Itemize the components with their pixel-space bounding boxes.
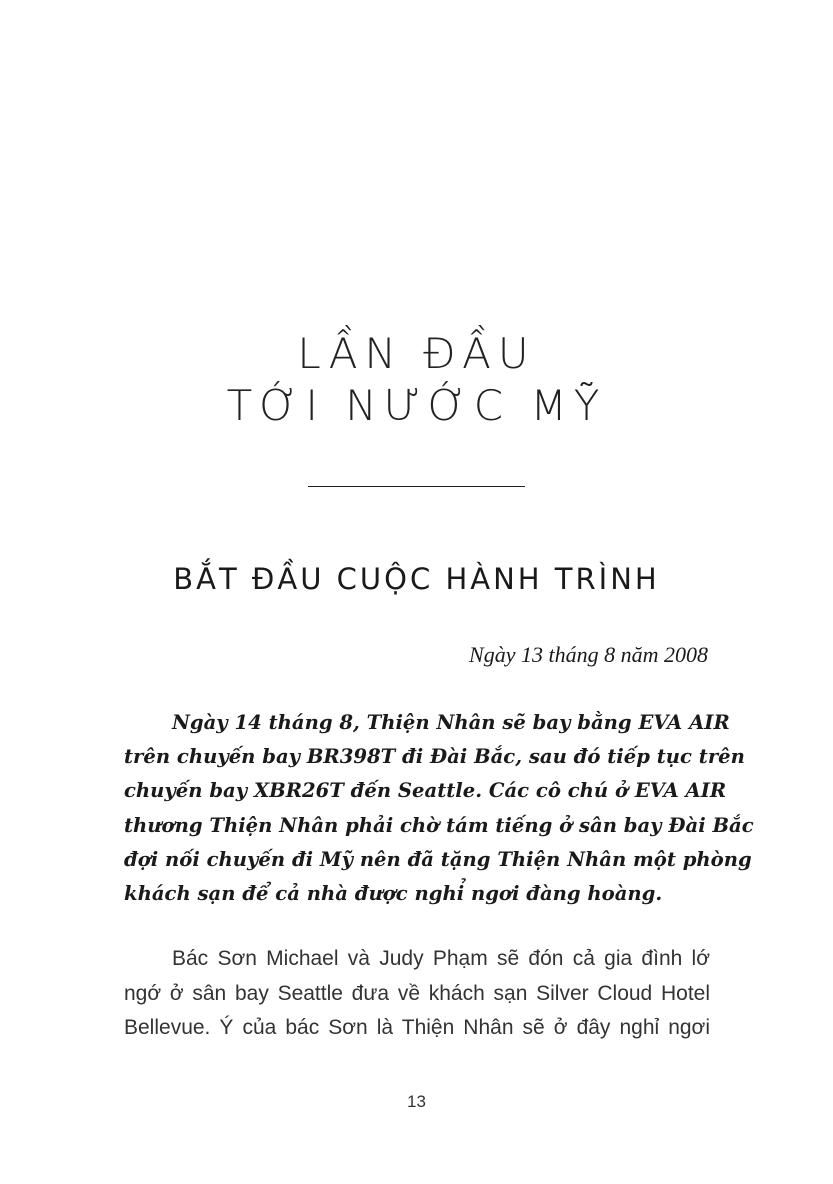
intro-line: chuyến bay XBR26T đến Seattle. Các cô chú ở EVA AIR bbox=[124, 779, 727, 803]
intro-paragraph bbox=[124, 706, 754, 911]
body-line: Bellevue. Ý của bác Sơn là Thiện Nhân sẽ ở đây nghỉ ngơi bbox=[124, 1016, 710, 1039]
intro-line: thương Thiện Nhân phải chờ tám tiếng ở sân bay Đài Bắc bbox=[124, 813, 754, 837]
body-line: ngớ ở sân bay Seattle đưa về khách sạn Silver Cloud Hotel bbox=[124, 981, 710, 1005]
intro-line: trên chuyến bay BR398T đi Đài Bắc, sau đó tiếp tục trên bbox=[124, 745, 745, 769]
page-number: 13 bbox=[407, 1092, 426, 1111]
chapter-title-line-1: LẦN ĐẦU bbox=[297, 329, 536, 378]
section-heading: BẮT ĐẦU CUỘC HÀNH TRÌNH bbox=[173, 562, 660, 596]
chapter-title-line-2: TỚI NƯỚC MỸ bbox=[226, 381, 607, 430]
chapter-title bbox=[0, 328, 833, 432]
body-paragraph bbox=[124, 942, 710, 1046]
intro-line: Ngày 14 tháng 8, Thiện Nhân sẽ bay bằng EVA AIR bbox=[172, 711, 730, 734]
intro-line: đợi nối chuyến đi Mỹ nên đã tặng Thiện Nhân một phòng bbox=[124, 847, 752, 871]
title-divider bbox=[308, 486, 525, 487]
entry-date: Ngày 13 tháng 8 năm 2008 bbox=[469, 642, 708, 667]
body-line: Bác Sơn Michael và Judy Phạm sẽ đón cả gia đình lớ bbox=[172, 947, 710, 970]
intro-line: khách sạn để cả nhà được nghỉ ngơi đàng hoàng. bbox=[124, 882, 663, 906]
